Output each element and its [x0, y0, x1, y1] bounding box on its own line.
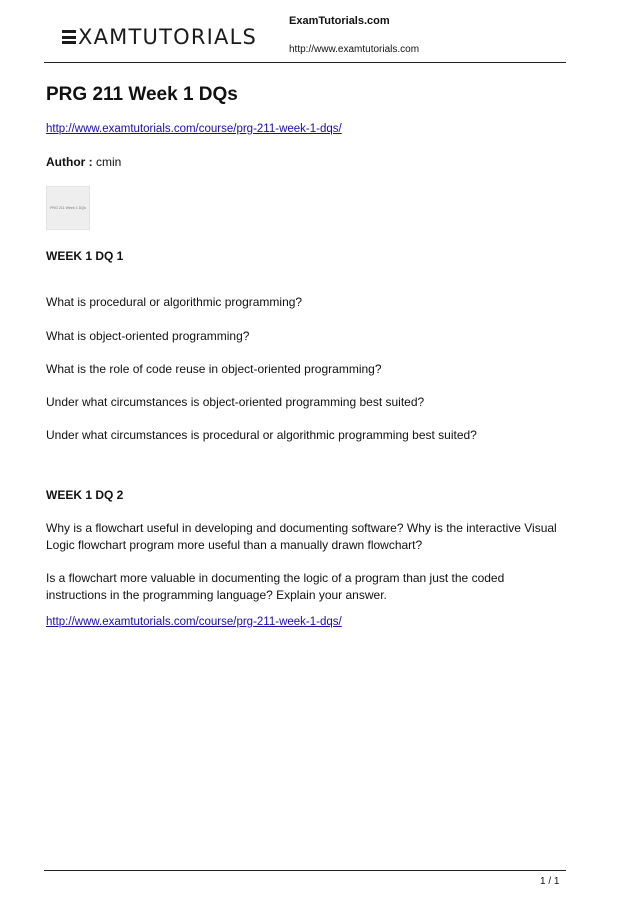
- page-title: PRG 211 Week 1 DQs: [46, 84, 238, 105]
- examtutorials-logo: [62, 26, 257, 48]
- dq1-question: Under what circumstances is procedural or algorithmic programming best suited?: [46, 428, 477, 442]
- dq2-heading: WEEK 1 DQ 2: [46, 488, 124, 502]
- dq1-question: What is procedural or algorithmic programming?: [46, 295, 303, 309]
- dq1-question: Under what circumstances is object-oriented programming best suited?: [46, 395, 425, 409]
- author-label: Author :: [46, 155, 93, 169]
- course-link-bottom[interactable]: http://www.examtutorials.com/course/prg-211-week-1-dqs/: [46, 616, 342, 628]
- dq2-question: Why is a flowchart useful in developing and documenting software? Why is the interactive Visual Logic flowchart program more useful than a manually drawn flowchart?: [46, 521, 557, 552]
- logo-e-icon: [62, 29, 76, 45]
- course-thumbnail: [46, 186, 90, 230]
- page-number: 1 / 1: [540, 876, 560, 887]
- header-divider: [44, 62, 566, 63]
- dq1-question: What is the role of code reuse in object-oriented programming?: [46, 362, 382, 376]
- dq1-question: What is object-oriented programming?: [46, 329, 250, 343]
- dq1-heading: WEEK 1 DQ 1: [46, 249, 124, 263]
- logo-text: XAMTUTORIALS: [78, 25, 258, 49]
- course-link[interactable]: http://www.examtutorials.com/course/prg-211-week-1-dqs/: [46, 123, 342, 135]
- page-header: [0, 0, 638, 62]
- site-name: ExamTutorials.com: [289, 15, 390, 27]
- thumbnail-caption: PRG 211 Week 1 DQs: [50, 206, 86, 210]
- dq2-question: Is a flowchart more valuable in documenting the logic of a program than just the coded instructions in the programming language? Explain your answer.: [46, 571, 505, 602]
- site-url: http://www.examtutorials.com: [289, 44, 420, 55]
- author-line: [46, 155, 121, 169]
- footer-divider: [44, 870, 566, 871]
- author-name: cmin: [96, 155, 122, 169]
